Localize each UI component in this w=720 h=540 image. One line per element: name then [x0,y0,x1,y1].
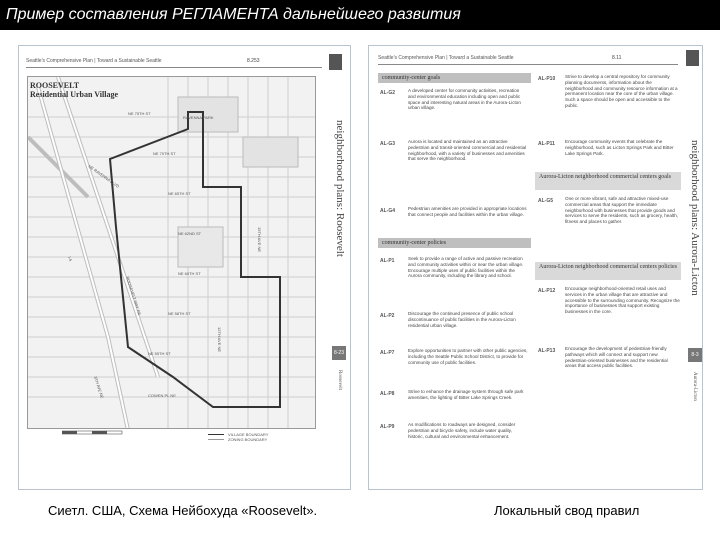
right-side-small-label: Aurora-Licton [692,372,697,401]
code-al-g2: AL-G2 [380,90,395,96]
right-header-rule [378,64,678,65]
left-page-header: Seattle's Comprehensive Plan | Toward a Sustainable Seattle [26,58,162,64]
right-side-page-tag: 8-3 [688,348,702,362]
legend-line-2 [208,439,224,440]
para-al-p13: Encourage the development of pedestrian-friendly pathways which will connect and support new pedestrian-oriented businesses and the residential areas that access public facilities. [565,346,668,369]
legend-zoning-boundary: ZONING BOUNDARY [228,437,268,442]
code-al-p12: AL-P12 [538,288,556,294]
svg-text:RAVENNA PARK: RAVENNA PARK [183,115,214,120]
right-side-section-label: neighborhood plans: Aurora-Licton [689,140,701,296]
slide-title: Пример составления РЕГЛАМЕНТА дальнейшего развития [0,0,720,30]
map-title-line2: Residential Urban Village [30,90,119,99]
col1-band-policies: community-center policies [378,238,531,248]
svg-text:15TH AVE NE: 15TH AVE NE [257,227,262,253]
right-tab-block [686,50,699,66]
col2-band-commercial-policies: Aurora-Licton neighborhood commercial centers policies [535,262,681,280]
code-al-g5: AL-G5 [538,198,553,204]
left-side-small-label: Roosevelt [337,370,342,390]
left-tab-block [329,54,342,70]
para-al-g2: A developed center for community activities, recreation and environmental education including open and public space and interesting natural areas in the Aurora-Licton urban village. [408,88,521,111]
left-header-rule [26,67,322,68]
svg-text:NE 58TH ST: NE 58TH ST [168,311,191,316]
svg-text:I-5: I-5 [67,255,74,262]
para-al-p2: Discourage the continued presence of public school discontinuance of public facilities in the Aurora-Licton residential urban village. [408,311,516,328]
legend-village-boundary: VILLAGE BOUNDARY [228,432,269,437]
code-al-p11: AL-P11 [538,141,555,147]
code-al-p7: AL-P7 [380,350,395,356]
svg-text:NE 75TH ST: NE 75TH ST [128,111,151,116]
left-side-section-label: neighborhood plans: Roosevelt [334,120,346,257]
svg-text:NE 70TH ST: NE 70TH ST [153,151,176,156]
right-page-header: Seattle's Comprehensive Plan | Toward a Sustainable Seattle [378,55,514,61]
neighborhood-map [27,76,316,429]
right-page-number: 8.11 [612,55,622,61]
map-title [30,81,118,99]
svg-text:NE RAVENNA BLVD: NE RAVENNA BLVD [87,163,121,189]
para-al-p7: Explore opportunities to partner with other public agencies, including the Seattle Public School District, to provide for community use of public facilities. [408,348,528,365]
left-page-number: 8.253 [247,58,260,64]
para-al-p9: As modifications to roadways are designed, consider pedestrian and bicycle safety, include water quality, historic, cultural and environmental enhancement. [408,422,516,439]
right-caption: Локальный свод правил [494,503,640,518]
code-al-g4: AL-G4 [380,208,395,214]
svg-text:ROOSEVELT WAY NE: ROOSEVELT WAY NE [125,275,143,316]
para-al-p8: Strive to enhance the drainage system through safe park amenities, the lighting of Bitter Lake Springs Creek. [408,389,524,400]
code-al-p9: AL-P9 [380,424,395,430]
map-legend [228,432,268,442]
code-al-p8: AL-P8 [380,391,395,397]
code-al-p13: AL-P13 [538,348,556,354]
svg-text:NE 60TH ST: NE 60TH ST [178,271,201,276]
code-al-p1: AL-P1 [380,258,395,264]
svg-text:NE 55TH ST: NE 55TH ST [148,351,171,356]
map-title-line1: ROOSEVELT [30,81,80,90]
para-al-p12: Encourage neighborhood-oriented retail uses and services in the urban village that are attractive and accessible to the surrounding community. Recognize the importance of businesses that support existing businesses in the core. [565,286,680,315]
svg-text:NE 62ND ST: NE 62ND ST [178,231,202,236]
para-al-p10: Strive to develop a central repository for community planning documents, information about the neighborhood and community resource information at a permanent location near the core of the urban village. Such a space should be open and accessible to the public. [565,74,678,108]
code-al-p2: AL-P2 [380,313,395,319]
svg-text:NE 65TH ST: NE 65TH ST [168,191,191,196]
legend-line-1 [208,434,224,435]
col1-band-goals: community-center goals [378,73,531,83]
svg-text:12TH AVE NE: 12TH AVE NE [217,327,222,353]
para-al-g5: One or more vibrant, safe and attractive mixed-use commercial areas that support the immediate neighborhood with businesses that provide goods and services to serve the residents, such as grocery, health, fitness and places to gather. [565,196,679,225]
para-al-p1: Seek to provide a range of active and passive recreation and community activities within or near the urban village. Encourage multiple uses of public facilities within the Aurora community, including the library and school. [408,256,524,279]
col2-band-commercial-goals: Aurora-Licton neighborhood commercial centers goals [535,172,681,190]
scale-bar [62,428,132,438]
para-al-p11: Encourage community events that celebrate the neighborhood, such as Licton Springs Park and Bitter Lake Springs Park. [565,139,674,156]
map-graphic [28,77,316,429]
svg-text:COWEN PL NE: COWEN PL NE [148,393,176,398]
para-al-g3: Aurora is located and maintained as an attractive pedestrian and transit-oriented commercial and residential neighborhood, with a variety of businesses and amenities that serve the neighborhood. [408,139,527,162]
svg-text:8TH AVE NE: 8TH AVE NE [93,375,105,400]
left-caption: Сиетл. США, Схема Нейбохуда «Roosevelt». [48,503,318,518]
para-al-g4: Pedestrian amenities are provided in appropriate locations that connect people and facilities within the urban village. [408,206,527,217]
code-al-p10: AL-P10 [538,76,556,82]
code-al-g3: AL-G3 [380,141,395,147]
left-side-page-tag: 8-23 [332,346,346,360]
